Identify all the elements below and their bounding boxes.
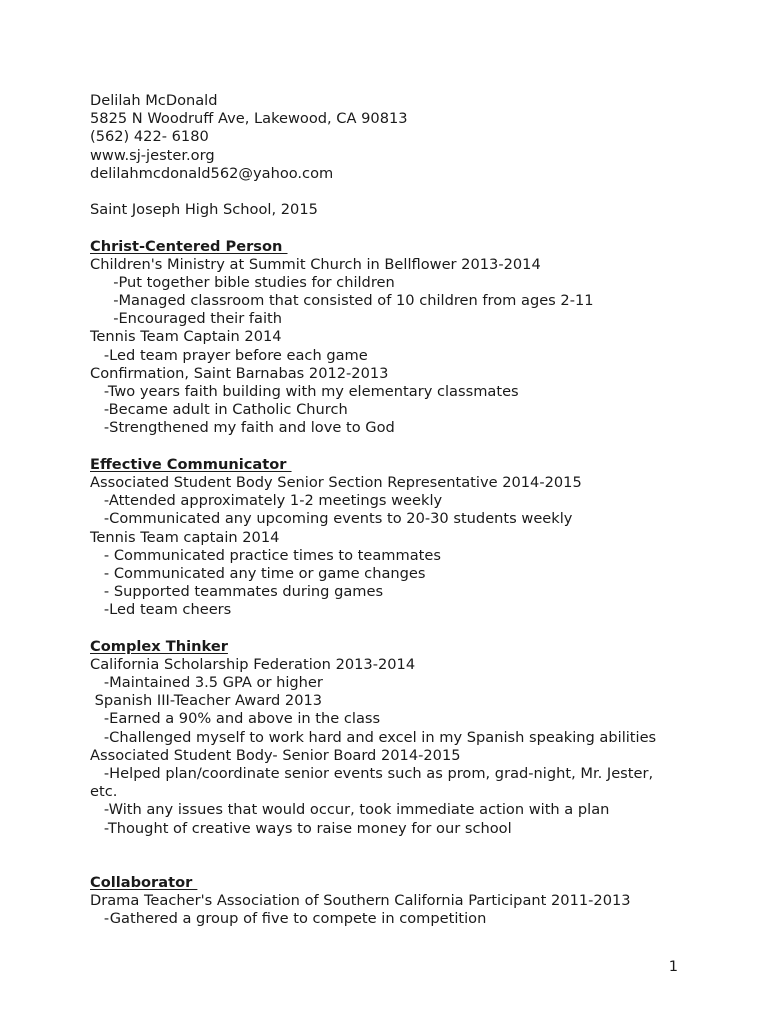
section-line: -Thought of creative ways to raise money for our school [90,819,512,837]
section-line: Tennis Team captain 2014 [90,528,280,546]
section-line: -Put together bible studies for children [90,273,395,291]
spacer [90,219,768,237]
section-line: -Strengthened my faith and love to God [90,419,395,437]
section-line: Associated Student Body Senior Section Representative 2014-2015 [90,473,582,491]
section-heading: Complex Thinker [90,637,228,655]
spacer [90,619,768,637]
section-heading: Christ-Centered Person [90,237,288,255]
section-line: Spanish III-Teacher Award 2013 [90,692,323,710]
section-line: etc. [90,783,118,801]
section-line: -Encouraged their faith [90,310,282,328]
contact-phone: (562) 422- 6180 [90,128,209,146]
section-line: -Helped plan/coordinate senior events such as prom, grad-night, Mr. Jester, [90,764,654,782]
section-line: -Challenged myself to work hard and excel in my Spanish speaking abilities [90,728,657,746]
school-line: Saint Joseph High School, 2015 [90,201,318,219]
section-complex-thinker [90,638,768,838]
section-line: -Became adult in Catholic Church [90,401,348,419]
page-number: 1 [668,958,678,975]
section-line: -With any issues that would occur, took immediate action with a plan [90,801,610,819]
section-line: California Scholarship Federation 2013-2014 [90,655,416,673]
contact-website: www.sj-jester.org [90,146,215,164]
section-line: Tennis Team Captain 2014 [90,328,282,346]
section-line: -Communicated any upcoming events to 20-30 students weekly [90,510,573,528]
section-line: - Communicated practice times to teammates [90,546,441,564]
section-line: Drama Teacher's Association of Southern California Participant 2011-2013 [90,892,631,910]
section-line: Confirmation, Saint Barnabas 2012-2013 [90,364,389,382]
section-line: -Earned a 90% and above in the class [90,710,381,728]
section-line: -Maintained 3.5 GPA or higher [90,674,323,691]
section-heading: Collaborator [90,874,198,892]
section-line: -Two years faith building with my elementary classmates [90,383,519,400]
section-line: Associated Student Body- Senior Board 2014-2015 [90,746,461,764]
section-line: - Supported teammates during games [90,583,384,601]
section-line: - Communicated any time or game changes [90,564,426,582]
spacer [90,838,768,856]
section-line: Children's Ministry at Summit Church in Bellflower 2013-2014 [90,255,541,273]
section-line: -Led team prayer before each game [90,346,368,364]
section-christ-centered-person [90,238,768,438]
spacer [90,856,768,874]
section-line: -Attended approximately 1-2 meetings weekly [90,492,443,510]
section-effective-communicator [90,456,768,620]
section-heading: Effective Communicator [90,455,292,473]
contact-email: delilahmcdonald562@yahoo.com [90,164,334,182]
section-line: -Led team cheers [90,601,232,619]
section-collaborator [90,874,768,929]
contact-name: Delilah McDonald [90,92,218,109]
spacer [90,183,768,201]
spacer [90,438,768,456]
contact-address: 5825 N Woodruff Ave, Lakewood, CA 90813 [90,110,408,128]
section-line: -Gathered a group of five to compete in competition [90,910,487,928]
section-line: -Managed classroom that consisted of 10 children from ages 2-11 [90,292,594,310]
